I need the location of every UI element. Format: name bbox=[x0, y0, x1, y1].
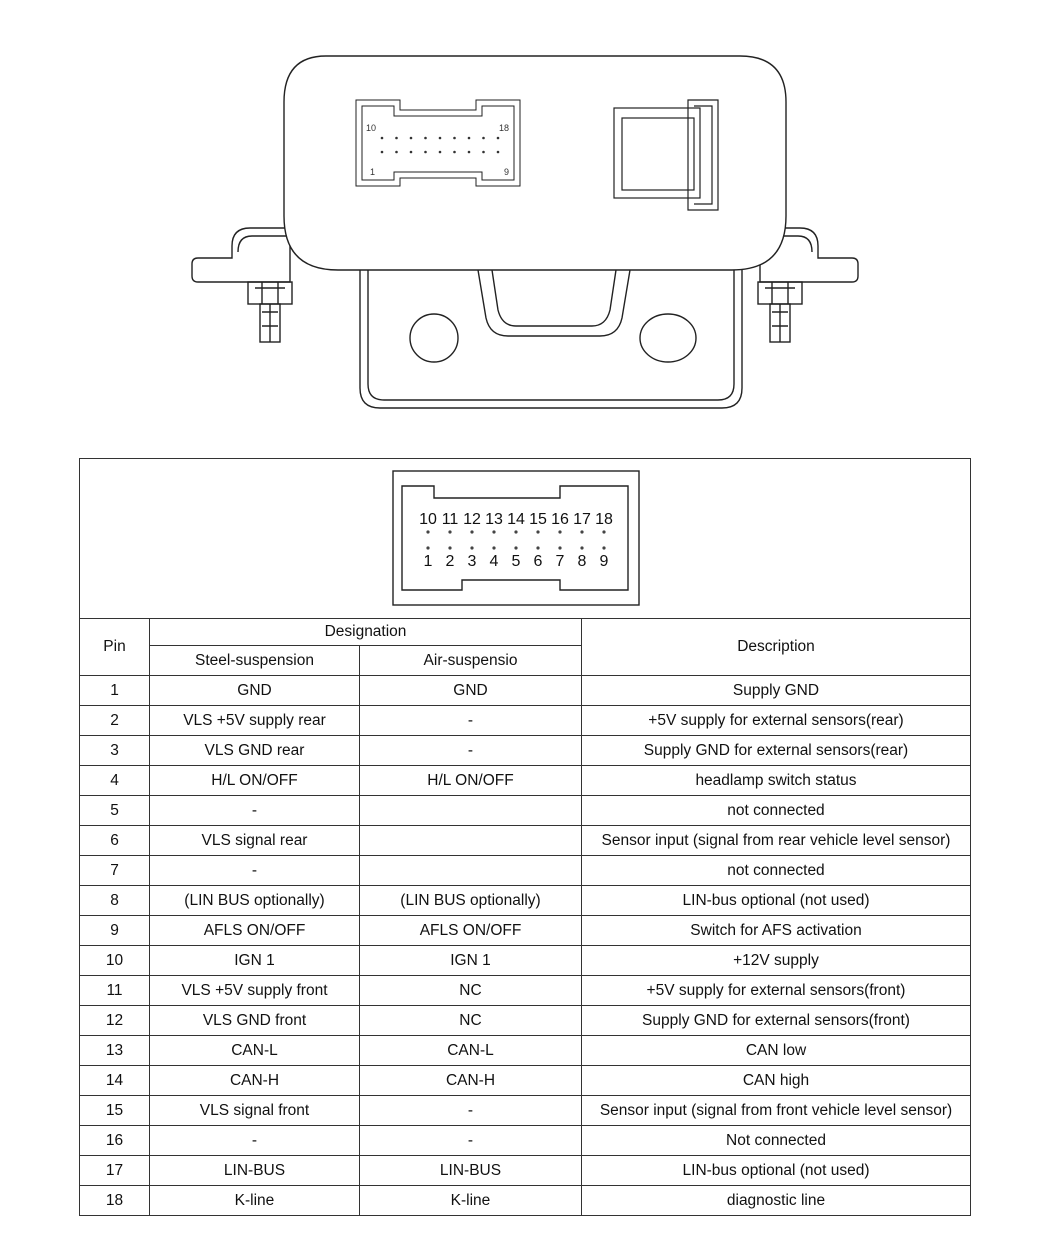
housing-pin-dot bbox=[395, 151, 398, 154]
table-row bbox=[80, 1126, 971, 1156]
cell-air-suspension: - bbox=[360, 736, 582, 766]
table-row bbox=[80, 856, 971, 886]
connector-pin-dot bbox=[514, 546, 517, 549]
cell-air-suspension: - bbox=[360, 706, 582, 736]
cell-air-suspension: H/L ON/OFF bbox=[360, 766, 582, 796]
header-pin: Pin bbox=[80, 619, 150, 676]
cell-air-suspension bbox=[360, 826, 582, 856]
table-row bbox=[80, 1006, 971, 1036]
cell-pin: 17 bbox=[80, 1156, 150, 1186]
cell-pin: 6 bbox=[80, 826, 150, 856]
housing-pin-label-10: 10 bbox=[366, 123, 377, 133]
connector-pin-label: 16 bbox=[551, 511, 569, 528]
cell-pin: 8 bbox=[80, 886, 150, 916]
cell-pin: 13 bbox=[80, 1036, 150, 1066]
connector-pin-label: 17 bbox=[573, 511, 591, 528]
housing-pin-dot bbox=[424, 151, 427, 154]
connector-pin-label: 7 bbox=[555, 553, 565, 570]
connector-pin-dot bbox=[492, 546, 495, 549]
pin-assignment-table bbox=[79, 458, 971, 1216]
table-row bbox=[80, 706, 971, 736]
cell-air-suspension: NC bbox=[360, 976, 582, 1006]
cell-description: LIN-bus optional (not used) bbox=[582, 1156, 971, 1186]
cell-steel-suspension: VLS GND front bbox=[150, 1006, 360, 1036]
cell-steel-suspension: H/L ON/OFF bbox=[150, 766, 360, 796]
table-row bbox=[80, 1096, 971, 1126]
cell-pin: 1 bbox=[80, 676, 150, 706]
cell-pin: 9 bbox=[80, 916, 150, 946]
cell-description: +12V supply bbox=[582, 946, 971, 976]
cell-description: +5V supply for external sensors(rear) bbox=[582, 706, 971, 736]
housing-pin-label-9: 9 bbox=[504, 167, 510, 177]
cell-steel-suspension: (LIN BUS optionally) bbox=[150, 886, 360, 916]
cell-description: LIN-bus optional (not used) bbox=[582, 886, 971, 916]
cell-description: +5V supply for external sensors(front) bbox=[582, 976, 971, 1006]
connector-pin-label: 5 bbox=[511, 553, 521, 570]
cell-steel-suspension: VLS signal rear bbox=[150, 826, 360, 856]
cell-pin: 11 bbox=[80, 976, 150, 1006]
connector-pin-label: 2 bbox=[445, 553, 455, 570]
housing-pin-dot bbox=[453, 137, 456, 140]
cell-pin: 3 bbox=[80, 736, 150, 766]
housing-pin-label-18: 18 bbox=[499, 123, 510, 133]
connector-pin-dot bbox=[426, 530, 429, 533]
connector-pin-dot bbox=[470, 546, 473, 549]
connector-pin-dot bbox=[558, 530, 561, 533]
connector-diagram-cell bbox=[80, 459, 971, 619]
connector-pin-label: 8 bbox=[577, 553, 587, 570]
cell-pin: 15 bbox=[80, 1096, 150, 1126]
table-row bbox=[80, 1186, 971, 1216]
cell-air-suspension bbox=[360, 856, 582, 886]
connector-pin-label: 12 bbox=[463, 511, 481, 528]
connector-pin-label: 13 bbox=[485, 511, 503, 528]
header-steel-suspension: Steel-suspension bbox=[150, 646, 360, 676]
cell-air-suspension: LIN-BUS bbox=[360, 1156, 582, 1186]
connector-pin-label: 14 bbox=[507, 511, 525, 528]
cell-pin: 4 bbox=[80, 766, 150, 796]
cell-steel-suspension: K-line bbox=[150, 1186, 360, 1216]
table-row bbox=[80, 886, 971, 916]
table-row bbox=[80, 946, 971, 976]
cell-air-suspension: GND bbox=[360, 676, 582, 706]
cell-air-suspension: NC bbox=[360, 1006, 582, 1036]
connector-pin-label: 1 bbox=[423, 553, 433, 570]
housing-pin-dot bbox=[468, 151, 471, 154]
connector-pin-dot bbox=[470, 530, 473, 533]
table-row bbox=[80, 736, 971, 766]
cell-steel-suspension: - bbox=[150, 856, 360, 886]
housing-pin-dot bbox=[410, 151, 413, 154]
cell-steel-suspension: CAN-H bbox=[150, 1066, 360, 1096]
cell-description: not connected bbox=[582, 856, 971, 886]
housing-pin-dot bbox=[482, 137, 485, 140]
housing-pin-dot bbox=[453, 151, 456, 154]
table-row bbox=[80, 766, 971, 796]
connector-pin-dot bbox=[492, 530, 495, 533]
cell-steel-suspension: VLS +5V supply front bbox=[150, 976, 360, 1006]
connector-pin-label: 6 bbox=[533, 553, 543, 570]
module-housing bbox=[284, 56, 786, 270]
connector-pin-dot bbox=[448, 546, 451, 549]
cell-description: Sensor input (signal from front vehicle level sensor) bbox=[582, 1096, 971, 1126]
header-air-suspension: Air-suspensio bbox=[360, 646, 582, 676]
connector-pin-label: 9 bbox=[599, 553, 609, 570]
cell-air-suspension bbox=[360, 796, 582, 826]
cell-description: CAN high bbox=[582, 1066, 971, 1096]
cell-description: diagnostic line bbox=[582, 1186, 971, 1216]
cell-air-suspension: (LIN BUS optionally) bbox=[360, 886, 582, 916]
housing-pin-dot bbox=[410, 137, 413, 140]
cell-air-suspension: K-line bbox=[360, 1186, 582, 1216]
cell-steel-suspension: IGN 1 bbox=[150, 946, 360, 976]
cell-pin: 5 bbox=[80, 796, 150, 826]
cell-steel-suspension: VLS signal front bbox=[150, 1096, 360, 1126]
table-row bbox=[80, 1156, 971, 1186]
connector-pin-label: 3 bbox=[467, 553, 477, 570]
housing-pin-dot bbox=[381, 137, 384, 140]
cell-pin: 16 bbox=[80, 1126, 150, 1156]
connector-pin-label: 18 bbox=[595, 511, 613, 528]
cell-steel-suspension: VLS +5V supply rear bbox=[150, 706, 360, 736]
table-row bbox=[80, 916, 971, 946]
cell-description: Sensor input (signal from rear vehicle level sensor) bbox=[582, 826, 971, 856]
cell-air-suspension: CAN-L bbox=[360, 1036, 582, 1066]
header-description: Description bbox=[582, 619, 971, 676]
cell-air-suspension: IGN 1 bbox=[360, 946, 582, 976]
connector-pin-dot bbox=[514, 530, 517, 533]
connector-pin-dot bbox=[602, 530, 605, 533]
cell-description: Not connected bbox=[582, 1126, 971, 1156]
connector-pin-dot bbox=[536, 530, 539, 533]
cell-air-suspension: AFLS ON/OFF bbox=[360, 916, 582, 946]
lower-flange bbox=[360, 268, 742, 408]
connector-front-view bbox=[392, 470, 640, 606]
pin-table-container bbox=[79, 458, 970, 1216]
table-row bbox=[80, 1036, 971, 1066]
housing-pin-dot bbox=[439, 137, 442, 140]
connector-pin-dot bbox=[536, 546, 539, 549]
housing-pin-dot bbox=[468, 137, 471, 140]
table-row bbox=[80, 676, 971, 706]
cell-pin: 14 bbox=[80, 1066, 150, 1096]
connector-pin-label: 11 bbox=[441, 511, 459, 528]
connector-pin-label: 10 bbox=[419, 511, 437, 528]
cell-pin: 12 bbox=[80, 1006, 150, 1036]
cell-steel-suspension: LIN-BUS bbox=[150, 1156, 360, 1186]
cell-steel-suspension: - bbox=[150, 796, 360, 826]
cell-description: headlamp switch status bbox=[582, 766, 971, 796]
pin-rows bbox=[80, 676, 971, 1216]
connector-pin-dot bbox=[580, 546, 583, 549]
cell-pin: 18 bbox=[80, 1186, 150, 1216]
housing-pin-dot bbox=[381, 151, 384, 154]
table-row bbox=[80, 976, 971, 1006]
cell-steel-suspension: - bbox=[150, 1126, 360, 1156]
housing-pin-dot bbox=[497, 137, 500, 140]
cell-description: Supply GND bbox=[582, 676, 971, 706]
connector-pin-dot bbox=[448, 530, 451, 533]
connector-pin-dot bbox=[602, 546, 605, 549]
connector-pin-label: 4 bbox=[489, 553, 499, 570]
connector-pin-label: 15 bbox=[529, 511, 547, 528]
cell-description: not connected bbox=[582, 796, 971, 826]
cell-description: CAN low bbox=[582, 1036, 971, 1066]
cell-air-suspension: - bbox=[360, 1126, 582, 1156]
left-mount-bracket bbox=[192, 228, 292, 342]
table-row bbox=[80, 826, 971, 856]
table-row bbox=[80, 1066, 971, 1096]
housing-pin-dot bbox=[424, 137, 427, 140]
cell-description: Supply GND for external sensors(rear) bbox=[582, 736, 971, 766]
housing-pin-dot bbox=[439, 151, 442, 154]
housing-pin-label-1: 1 bbox=[370, 167, 376, 177]
connector-pin-dot bbox=[558, 546, 561, 549]
housing-pin-dot bbox=[395, 137, 398, 140]
connector-pin-dot bbox=[580, 530, 583, 533]
cell-air-suspension: - bbox=[360, 1096, 582, 1126]
header-designation: Designation bbox=[150, 619, 582, 646]
cell-pin: 10 bbox=[80, 946, 150, 976]
cell-steel-suspension: AFLS ON/OFF bbox=[150, 916, 360, 946]
cell-pin: 7 bbox=[80, 856, 150, 886]
cell-pin: 2 bbox=[80, 706, 150, 736]
cell-description: Supply GND for external sensors(front) bbox=[582, 1006, 971, 1036]
cell-steel-suspension: GND bbox=[150, 676, 360, 706]
cell-steel-suspension: CAN-L bbox=[150, 1036, 360, 1066]
connector-pin-dot bbox=[426, 546, 429, 549]
cell-air-suspension: CAN-H bbox=[360, 1066, 582, 1096]
cell-description: Switch for AFS activation bbox=[582, 916, 971, 946]
module-drawing bbox=[0, 0, 1050, 450]
housing-pin-dot bbox=[482, 151, 485, 154]
table-row bbox=[80, 796, 971, 826]
cell-steel-suspension: VLS GND rear bbox=[150, 736, 360, 766]
housing-pin-dot bbox=[497, 151, 500, 154]
